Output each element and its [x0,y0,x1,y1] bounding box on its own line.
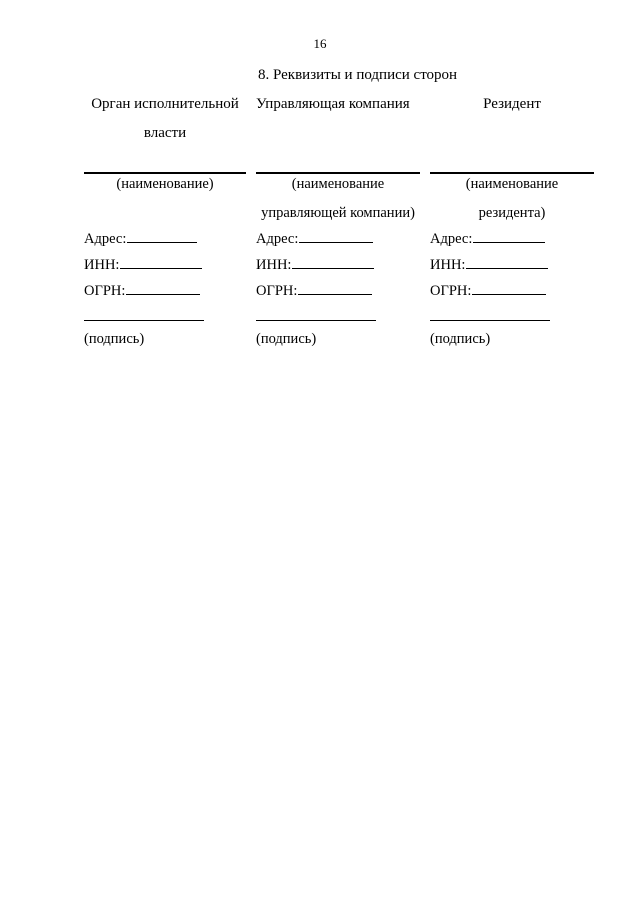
caption-line2: резидента) [478,205,546,221]
column-heading-company [256,90,420,119]
inn-label: ИНН: [84,257,120,273]
ogrn-field-resident [430,281,546,300]
address-label: Адрес: [430,231,473,247]
ogrn-field-authority [84,281,200,300]
caption-line1: (наименование [465,176,559,192]
ogrn-label: ОГРН: [84,283,126,299]
inn-field-authority [84,255,202,274]
inn-label: ИНН: [256,257,292,273]
signature-caption-company: (подпись) [256,331,317,347]
column-heading-line1: Резидент [483,96,541,112]
caption-resident [430,170,594,228]
signature-caption-authority: (подпись) [84,331,145,347]
ogrn-blank[interactable] [126,281,200,295]
ogrn-blank[interactable] [298,281,372,295]
inn-blank[interactable] [466,255,548,269]
signature-line-resident[interactable] [430,320,550,321]
address-field-resident [430,229,545,248]
inn-blank[interactable] [120,255,202,269]
address-blank[interactable] [127,229,197,243]
ogrn-label: ОГРН: [430,283,472,299]
inn-field-company [256,255,374,274]
section-title: 8. Реквизиты и подписи сторон [258,67,458,83]
page-number: 16 [313,36,327,51]
signature-line-authority[interactable] [84,320,204,321]
address-field-authority [84,229,197,248]
column-heading-resident [430,90,594,119]
ogrn-blank[interactable] [472,281,546,295]
inn-field-resident [430,255,548,274]
address-label: Адрес: [84,231,127,247]
caption-line2: управляющей компании) [261,205,415,221]
caption-authority [84,170,246,199]
column-heading-line1: Управляющая компания [256,96,410,112]
signature-line-company[interactable] [256,320,376,321]
column-heading-authority [84,90,246,148]
column-heading-line2: власти [143,125,187,141]
caption-line1: (наименование [291,176,385,192]
caption-line1: (наименование) [116,176,214,192]
address-blank[interactable] [473,229,545,243]
address-blank[interactable] [299,229,373,243]
inn-blank[interactable] [292,255,374,269]
inn-label: ИНН: [430,257,466,273]
address-label: Адрес: [256,231,299,247]
ogrn-field-company [256,281,372,300]
signature-caption-resident: (подпись) [430,331,491,347]
caption-company [252,170,424,228]
ogrn-label: ОГРН: [256,283,298,299]
address-field-company [256,229,373,248]
column-heading-line1: Орган исполнительной [91,96,239,112]
